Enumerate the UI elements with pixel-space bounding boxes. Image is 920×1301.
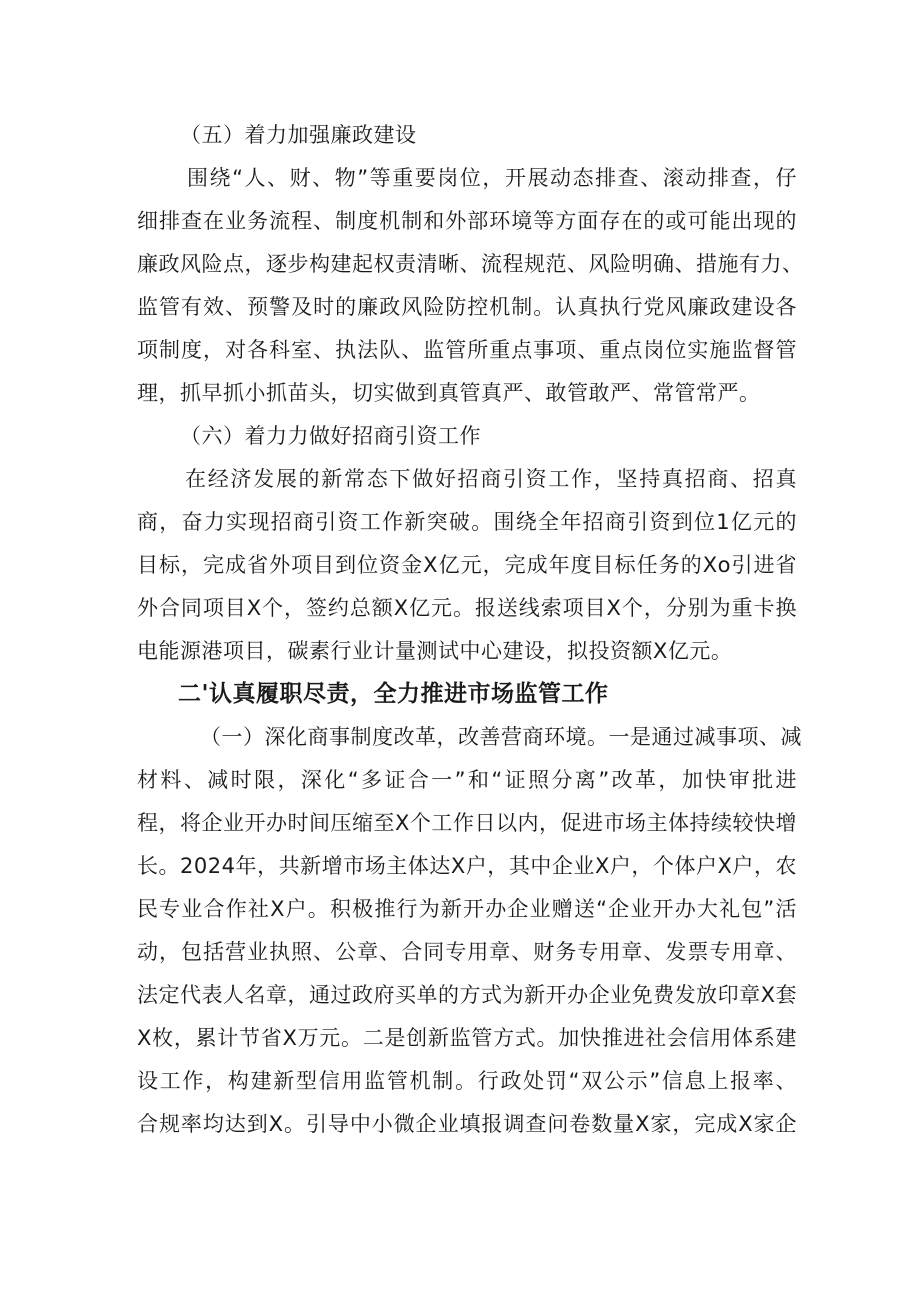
chapter-heading: 二'认真履职尽责，全力推进市场监管工作: [178, 681, 609, 707]
paragraph-line: 民专业合作社X户。积极推行为新开办企业赠送“企业开办大礼包”活: [137, 897, 797, 921]
paragraph-line: 外合同项目X个，签约总额X亿元。报送线索项目X个，分别为重卡换: [137, 596, 797, 620]
paragraph-line: X枚，累计节省X万元。二是创新监管方式。加快推进社会信用体系建: [137, 1026, 797, 1050]
paragraph-line: 理，抓早抓小抓苗头，切实做到真管真严、敢管敢严、常管常严。: [137, 381, 761, 405]
paragraph-line: 细排查在业务流程、制度机制和外部环境等方面存在的或可能出现的: [137, 209, 797, 233]
paragraph-line: 长。2024年，共新增市场主体达X户，其中企业X户，个体户X户，农: [137, 854, 797, 878]
subsection-heading-5: （五）着力加强廉政建设: [180, 123, 417, 147]
subsection-heading-6: （六）着力力做好招商引资工作: [180, 424, 481, 448]
paragraph-line: 廉政风险点，逐步构建起权责清晰、流程规范、风险明确、措施有力、: [137, 252, 804, 276]
paragraph-line: 项制度，对各科室、执法队、监管所重点事项、重点岗位实施监督管: [137, 338, 797, 362]
paragraph-line: （一）深化商事制度改革，改善营商环境。一是通过减事项、减: [200, 725, 802, 749]
paragraph-line: 围绕“人、财、物”等重要岗位，开展动态排查、滚动排查，仔: [187, 166, 797, 190]
paragraph-line: 材料、减时限，深化“多证合一”和“证照分离”改革，加快审批进: [137, 768, 797, 792]
paragraph-line: 程，将企业开办时间压缩至X个工作日以内，促进市场主体持续较快增: [137, 811, 797, 835]
paragraph-line: 监管有效、预警及时的廉政风险防控机制。认真执行党风廉政建设各: [137, 295, 797, 319]
paragraph-line: 设工作，构建新型信用监管机制。行政处罚“双公示”信息上报率、: [137, 1069, 797, 1093]
paragraph-line: 目标，完成省外项目到位资金X亿元，完成年度目标任务的Xo引进省: [137, 553, 797, 577]
paragraph-line: 动，包括营业执照、公章、合同专用章、财务专用章、发票专用章、: [137, 940, 797, 964]
paragraph-line: 在经济发展的新常态下做好招商引资工作，坚持真招商、招真: [185, 467, 797, 491]
paragraph-line: 商，奋力实现招商引资工作新突破。围绕全年招商引资到位1亿元的: [137, 510, 797, 534]
paragraph-line: 合规率均达到X。引导中小微企业填报调查问卷数量X家，完成X家企: [137, 1112, 797, 1136]
paragraph-line: 法定代表人名章，通过政府买单的方式为新开办企业免费发放印章X套: [137, 983, 797, 1007]
paragraph-line: 电能源港项目，碳素行业计量测试中心建设，拟投资额X亿元。: [137, 639, 733, 663]
